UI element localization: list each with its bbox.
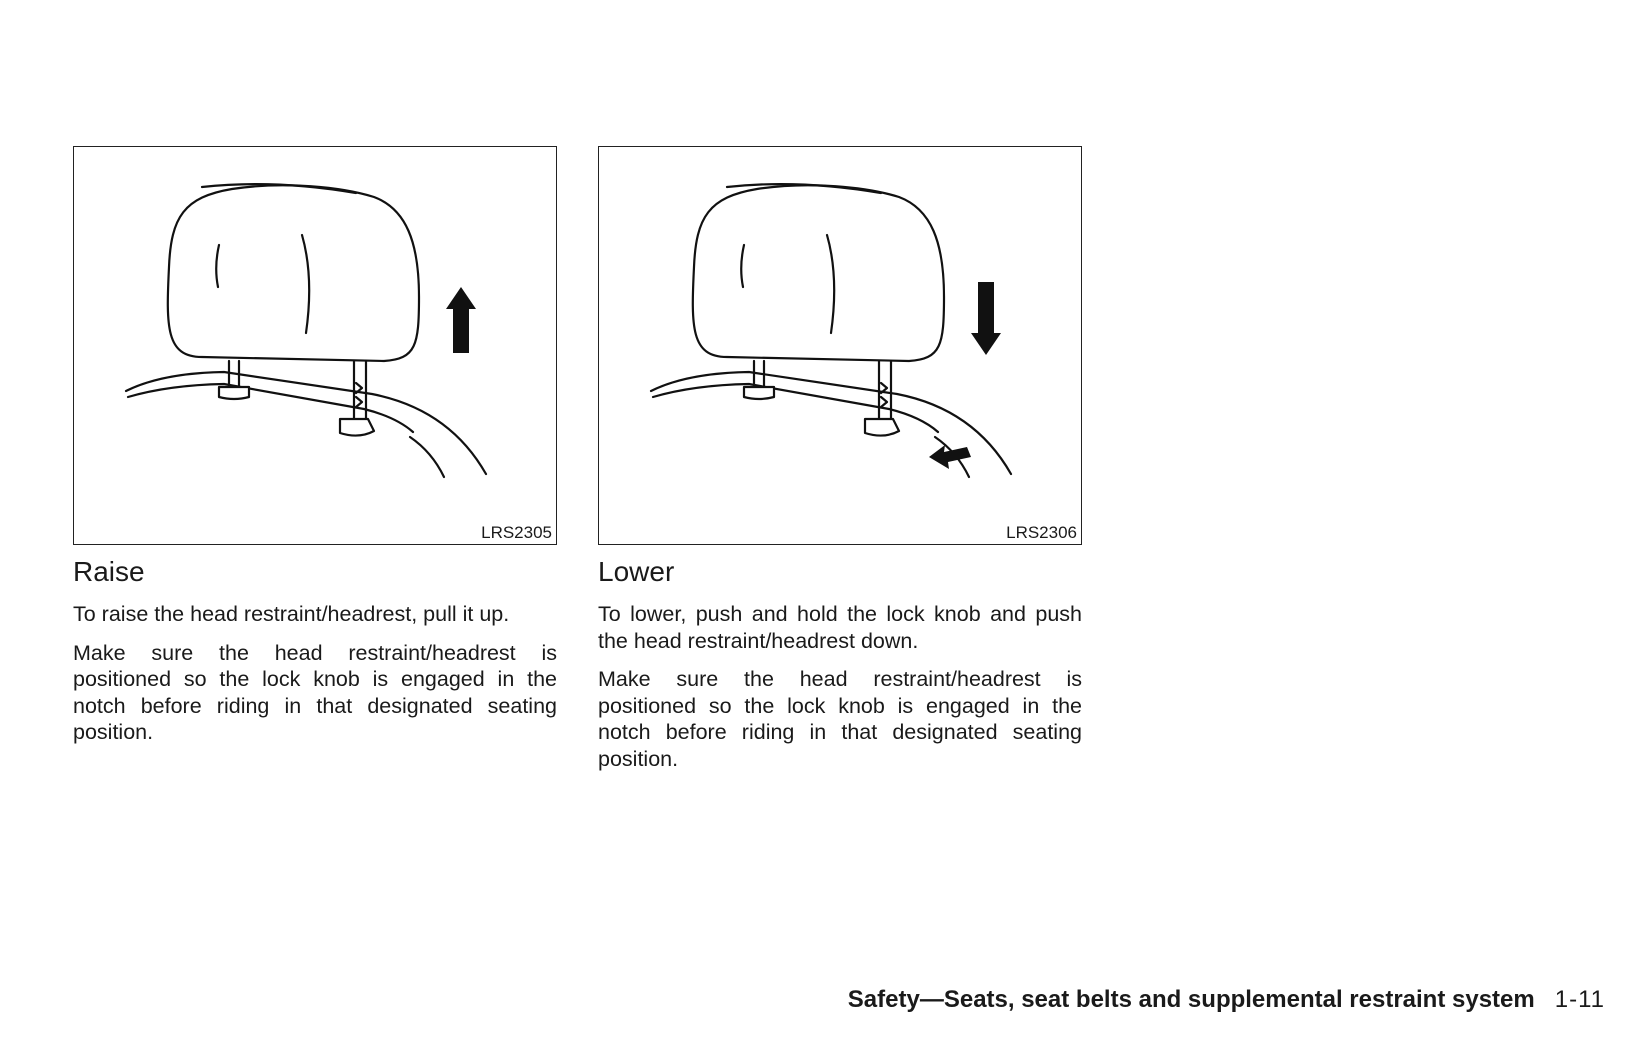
paragraph: Make sure the head restraint/headrest is positioned so the lock knob is engaged in the notch before riding in that designated seating position. xyxy=(73,640,557,744)
seat-side-line xyxy=(410,437,444,477)
arrow-down-icon xyxy=(971,282,1001,355)
headrest-lower-drawing xyxy=(599,147,1081,544)
figure-code: LRS2306 xyxy=(1006,523,1077,542)
section-heading: Lower xyxy=(598,556,675,587)
left-post-collar xyxy=(219,387,249,399)
section-heading: Raise xyxy=(73,556,145,587)
lower-section xyxy=(598,146,1082,772)
post-notches xyxy=(356,383,362,407)
figure-code: LRS2305 xyxy=(481,523,552,542)
left-post-collar xyxy=(744,387,774,399)
headrest-cushion-outline xyxy=(168,185,419,361)
paragraph: To lower, push and hold the lock knob and push the head restraint/headrest down. xyxy=(598,602,1082,653)
page-footer xyxy=(848,986,1605,1014)
headrest-cushion-outline xyxy=(693,185,944,361)
footer-section-title: Safety—Seats, seat belts and supplemental restraint system xyxy=(847,986,1535,1013)
raise-illustration xyxy=(73,146,557,545)
lower-illustration xyxy=(598,146,1082,545)
paragraph: To raise the head restraint/headrest, pull it up. xyxy=(73,602,510,626)
arrow-up-icon xyxy=(446,287,476,353)
paragraph: Make sure the head restraint/headrest is positioned so the lock knob is engaged in the notch before riding in that designated seating position. xyxy=(598,667,1082,771)
lock-knob xyxy=(865,419,899,436)
page-number: 1-11 xyxy=(1554,986,1605,1013)
post-notches xyxy=(881,383,887,407)
lock-knob xyxy=(340,419,374,436)
headrest-raise-drawing xyxy=(74,147,556,544)
raise-section xyxy=(73,146,557,746)
